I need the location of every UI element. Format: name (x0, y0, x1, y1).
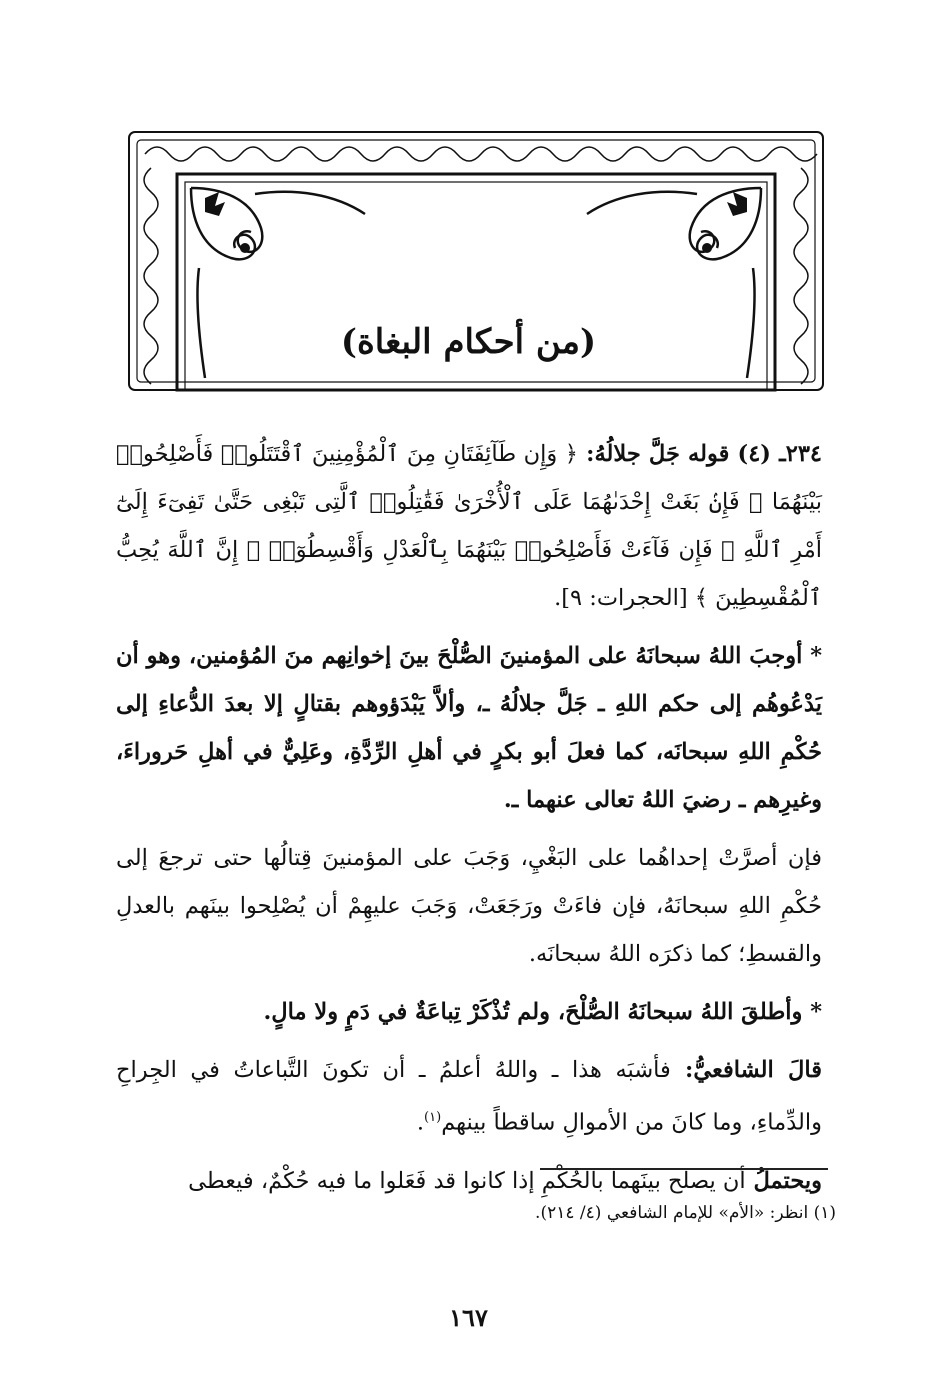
footnote (116, 1200, 836, 1226)
paragraph: * وأطلقَ اللهُ سبحانَهُ الصُّلْحَ، ولم تُذْكَرْ تِباعَةٌ في دَمٍ ولا مالٍ. (263, 999, 822, 1025)
paragraph-lead: ٢٣٤ـ (٤) قوله جَلَّ جلالُهُ: (577, 441, 822, 467)
body-text (116, 430, 822, 1215)
paragraph-verse (116, 430, 822, 622)
footnote-divider (540, 1168, 828, 1170)
paragraph-text: أن يصلح بينَهما بالحُكْمِ إذا كانوا قد فَعَلوا ما فيه حُكْمٌ، فيعطى (188, 1167, 746, 1194)
paragraph (116, 1046, 822, 1147)
footnote-ref[interactable]: (١) (424, 1110, 442, 1125)
paragraph-text: فأشبَه هذا ـ واللهُ أعلمُ ـ أن تكونَ التَّباعاتُ في الجِراحِ والدِّماءِ، وما كانَ من الأموالِ ساقطاً بينهم (116, 1057, 822, 1136)
paragraph-tail: . (416, 1109, 425, 1136)
paragraph (116, 1157, 822, 1205)
chapter-title: (من أحكام البغاة) (340, 322, 597, 362)
page-number: ١٦٧ (449, 1303, 488, 1332)
footnote-marker: (١) (813, 1203, 836, 1223)
paragraph-lead: ويحتملُ (745, 1167, 822, 1194)
paragraph: فإن أصرَّتْ إحداهُما على البَغْيِ، وَجَبَ على المؤمنينَ قِتالُها حتى ترجعَ إلى حُكْمِ اللهِ سبحانَهُ، فإن فاءَتْ ورَجَعَتْ، وَجَبَ عليهِمْ أن يُصْلِحوا بينَهم بالعدلِ والقسطِ؛ كما ذكرَه اللهُ سبحانَه. (116, 845, 822, 967)
paragraph: * أوجبَ اللهُ سبحانَهُ على المؤمنينَ الصُّلْحَ بينَ إخوانِهم منَ المُؤمنين، وهو أن يَدْعُوهُم إلى حكم اللهِ ـ جَلَّ جلالُهُ ـ، وألاَّ يَبْدَؤوهم بقتالٍ إلا بعدَ الدُّعاءِ إلى حُكْمِ اللهِ سبحانَه، كما فعلَ أبو بكرٍ في أهلِ الرِّدَّةِ، وعَلِيٌّ في أهلِ حَروراءَ، وغيرِهم ـ رضيَ اللهُ تعالى عنهما ـ. (116, 643, 822, 813)
paragraph-lead: قالَ الشافعيُّ: (670, 1057, 822, 1083)
quran-verse: ﴿ وَإِن طَآئِفَتَانِ مِنَ ٱلْمُؤْمِنِينَ ٱقْتَتَلُوا۟ فَأَصْلِحُوا۟ بَيْنَهُمَا ۖ فَإِنۢ بَغَتْ إِحْدَىٰهُمَا عَلَى ٱلْأُخْرَىٰ فَقَٰتِلُوا۟ ٱلَّتِى تَبْغِى حَتَّىٰ تَفِىٓءَ إِلَىٰٓ أَمْرِ ٱللَّهِ ۚ فَإِن فَآءَتْ فَأَصْلِحُوا۟ بَيْنَهُمَا بِٱلْعَدْلِ وَأَقْسِطُوٓا۟ ۖ إِنَّ ٱللَّهَ يُحِبُّ ٱلْمُقْسِطِينَ ﴾ [الحجرات: ٩]. (116, 441, 822, 611)
footnote-text: انظر: «الأم» للإمام الشافعي (٤/ ٢١٤). (535, 1203, 809, 1223)
